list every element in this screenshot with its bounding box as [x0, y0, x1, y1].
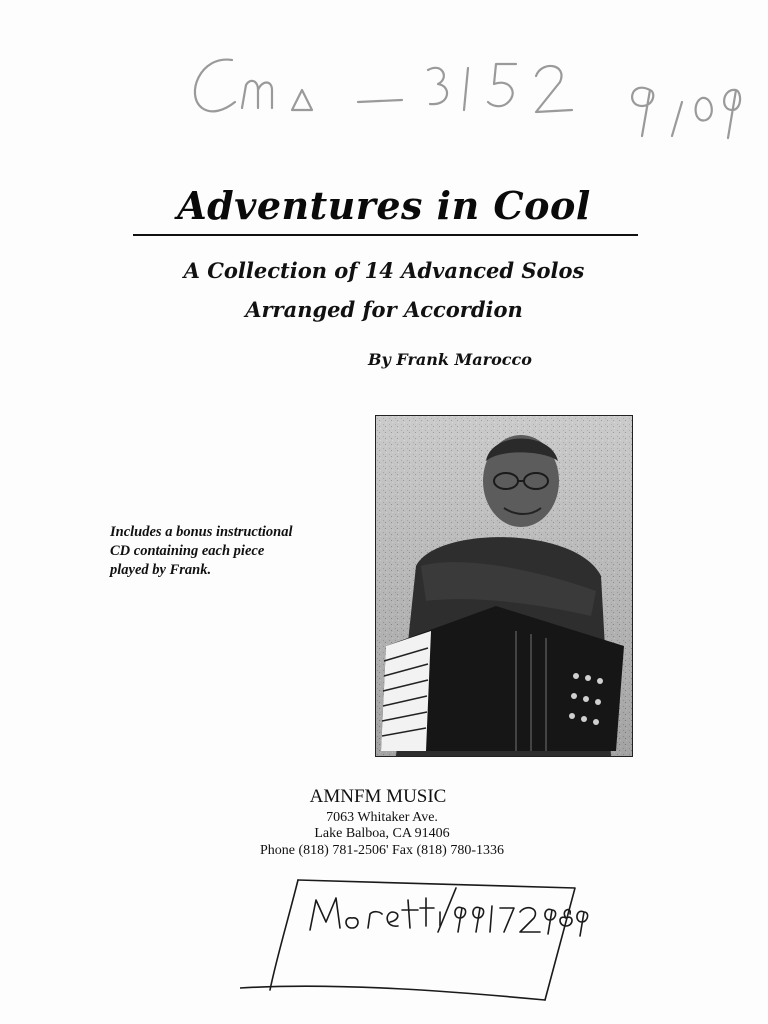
handwritten-catalog-note: [180, 40, 760, 150]
publisher-street: 7063 Whitaker Ave.: [326, 810, 438, 825]
bonus-cd-note: [110, 523, 360, 580]
book-title: Adventures in Cool: [177, 183, 591, 228]
publisher-phone: Phone (818) 781-2506' Fax (818) 780-1336: [260, 843, 504, 858]
bonus-line-2: CD containing each piece: [110, 543, 265, 559]
subtitle-line-1: A Collection of 14 Advanced Solos: [183, 258, 585, 283]
author-photo: [375, 415, 633, 757]
bonus-line-3: played by Frank.: [110, 562, 212, 578]
bonus-line-1: Includes a bonus instructional: [110, 524, 293, 540]
author-byline: By Frank Marocco: [368, 350, 532, 369]
handwritten-ownership-stamp: [240, 860, 600, 1010]
publisher-name: AMNFM MUSIC: [309, 786, 447, 807]
publisher-city: Lake Balboa, CA 91406: [314, 826, 450, 841]
subtitle-line-2: Arranged for Accordion: [245, 297, 523, 322]
title-underline: [133, 234, 638, 236]
